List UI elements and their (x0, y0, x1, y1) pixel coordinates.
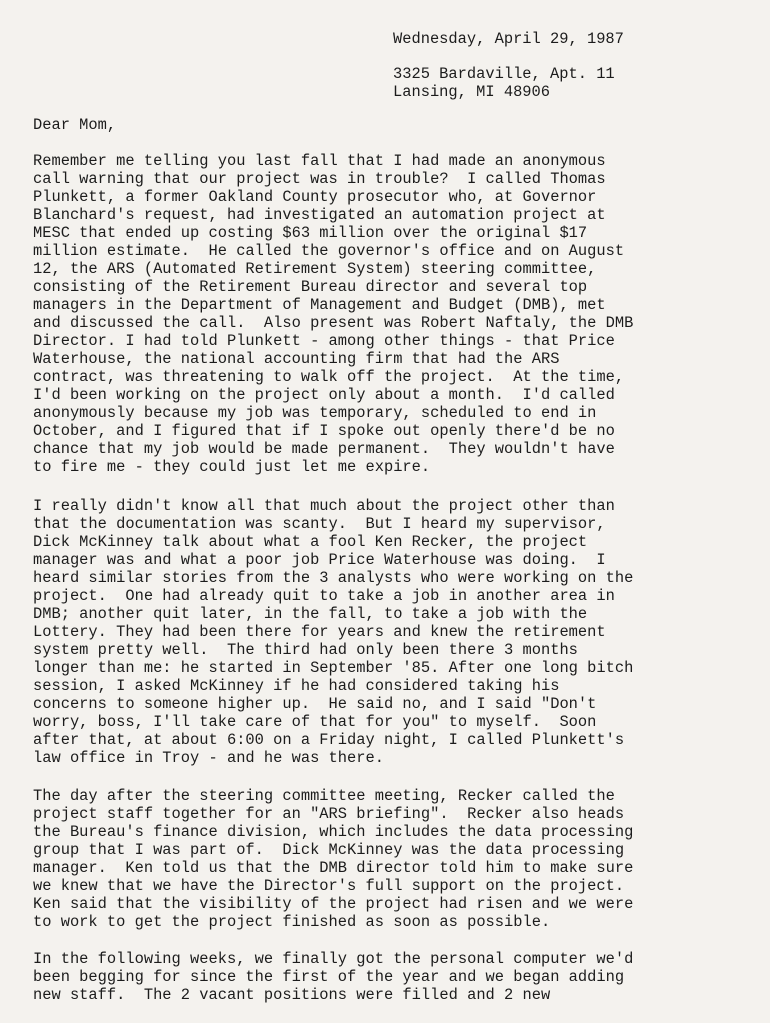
text-line: the Bureau's finance division, which includes the data processing (33, 823, 634, 841)
text-line: DMB; another quit later, in the fall, to take a job with the (33, 605, 588, 623)
text-line: chance that my job would be made permanent. They wouldn't have (33, 440, 615, 458)
text-line: concerns to someone higher up. He said no, and I said "Don't (33, 695, 597, 713)
address-line-2: Lansing, MI 48906 (393, 83, 551, 101)
text-line: worry, boss, I'll take care of that for you" to myself. Soon (33, 713, 597, 731)
address-line-1: 3325 Bardaville, Apt. 11 (393, 65, 615, 83)
text-line: October, and I figured that if I spoke out openly there'd be no (33, 422, 615, 440)
text-line: contract, was threatening to walk off the project. At the time, (33, 368, 625, 386)
text-line: session, I asked McKinney if he had considered taking his (33, 677, 560, 695)
text-line: Waterhouse, the national accounting firm that had the ARS (33, 350, 560, 368)
text-line: new staff. The 2 vacant positions were filled and 2 new (33, 986, 551, 1004)
text-line: we knew that we have the Director's full support on the project. (33, 877, 625, 895)
letter-date: Wednesday, April 29, 1987 (393, 30, 624, 48)
text-line: manager was and what a poor job Price Waterhouse was doing. I (33, 551, 606, 569)
text-line: manager. Ken told us that the DMB director told him to make sure (33, 859, 634, 877)
text-line: Remember me telling you last fall that I had made an anonymous (33, 152, 606, 170)
text-line: Blanchard's request, had investigated an automation project at (33, 206, 606, 224)
text-line: consisting of the Retirement Bureau director and several top (33, 278, 588, 296)
text-line: law office in Troy - and he was there. (33, 749, 384, 767)
text-line: anonymously because my job was temporary, scheduled to end in (33, 404, 597, 422)
text-line: Lottery. They had been there for years and knew the retirement (33, 623, 606, 641)
text-line: Dick McKinney talk about what a fool Ken Recker, the project (33, 533, 588, 551)
text-line: system pretty well. The third had only been there 3 months (33, 641, 578, 659)
text-line: after that, at about 6:00 on a Friday night, I called Plunkett's (33, 731, 625, 749)
text-line: and discussed the call. Also present was Robert Naftaly, the DMB (33, 314, 634, 332)
text-line: group that I was part of. Dick McKinney was the data processing (33, 841, 625, 859)
text-line: The day after the steering committee meeting, Recker called the (33, 787, 615, 805)
text-line: that the documentation was scanty. But I heard my supervisor, (33, 515, 606, 533)
text-line: managers in the Department of Management and Budget (DMB), met (33, 296, 606, 314)
text-line: million estimate. He called the governor's office and on August (33, 242, 625, 260)
text-line: Ken said that the visibility of the project had risen and we were (33, 895, 634, 913)
text-line: I really didn't know all that much about the project other than (33, 497, 615, 515)
text-line: Plunkett, a former Oakland County prosecutor who, at Governor (33, 188, 597, 206)
text-line: 12, the ARS (Automated Retirement System) steering committee, (33, 260, 597, 278)
text-line: to fire me - they could just let me expire. (33, 458, 431, 476)
text-line: I'd been working on the project only about a month. I'd called (33, 386, 615, 404)
text-line: In the following weeks, we finally got the personal computer we'd (33, 950, 634, 968)
salutation: Dear Mom, (33, 116, 117, 134)
text-line: longer than me: he started in September '85. After one long bitch (33, 659, 634, 677)
text-line: call warning that our project was in trouble? I called Thomas (33, 170, 606, 188)
text-line: been begging for since the first of the year and we began adding (33, 968, 625, 986)
text-line: heard similar stories from the 3 analysts who were working on the (33, 569, 634, 587)
text-line: project staff together for an "ARS briefing". Recker also heads (33, 805, 625, 823)
text-line: Director. I had told Plunkett - among other things - that Price (33, 332, 615, 350)
text-line: MESC that ended up costing $63 million over the original $17 (33, 224, 588, 242)
text-line: to work to get the project finished as soon as possible. (33, 913, 551, 931)
text-line: project. One had already quit to take a job in another area in (33, 587, 615, 605)
